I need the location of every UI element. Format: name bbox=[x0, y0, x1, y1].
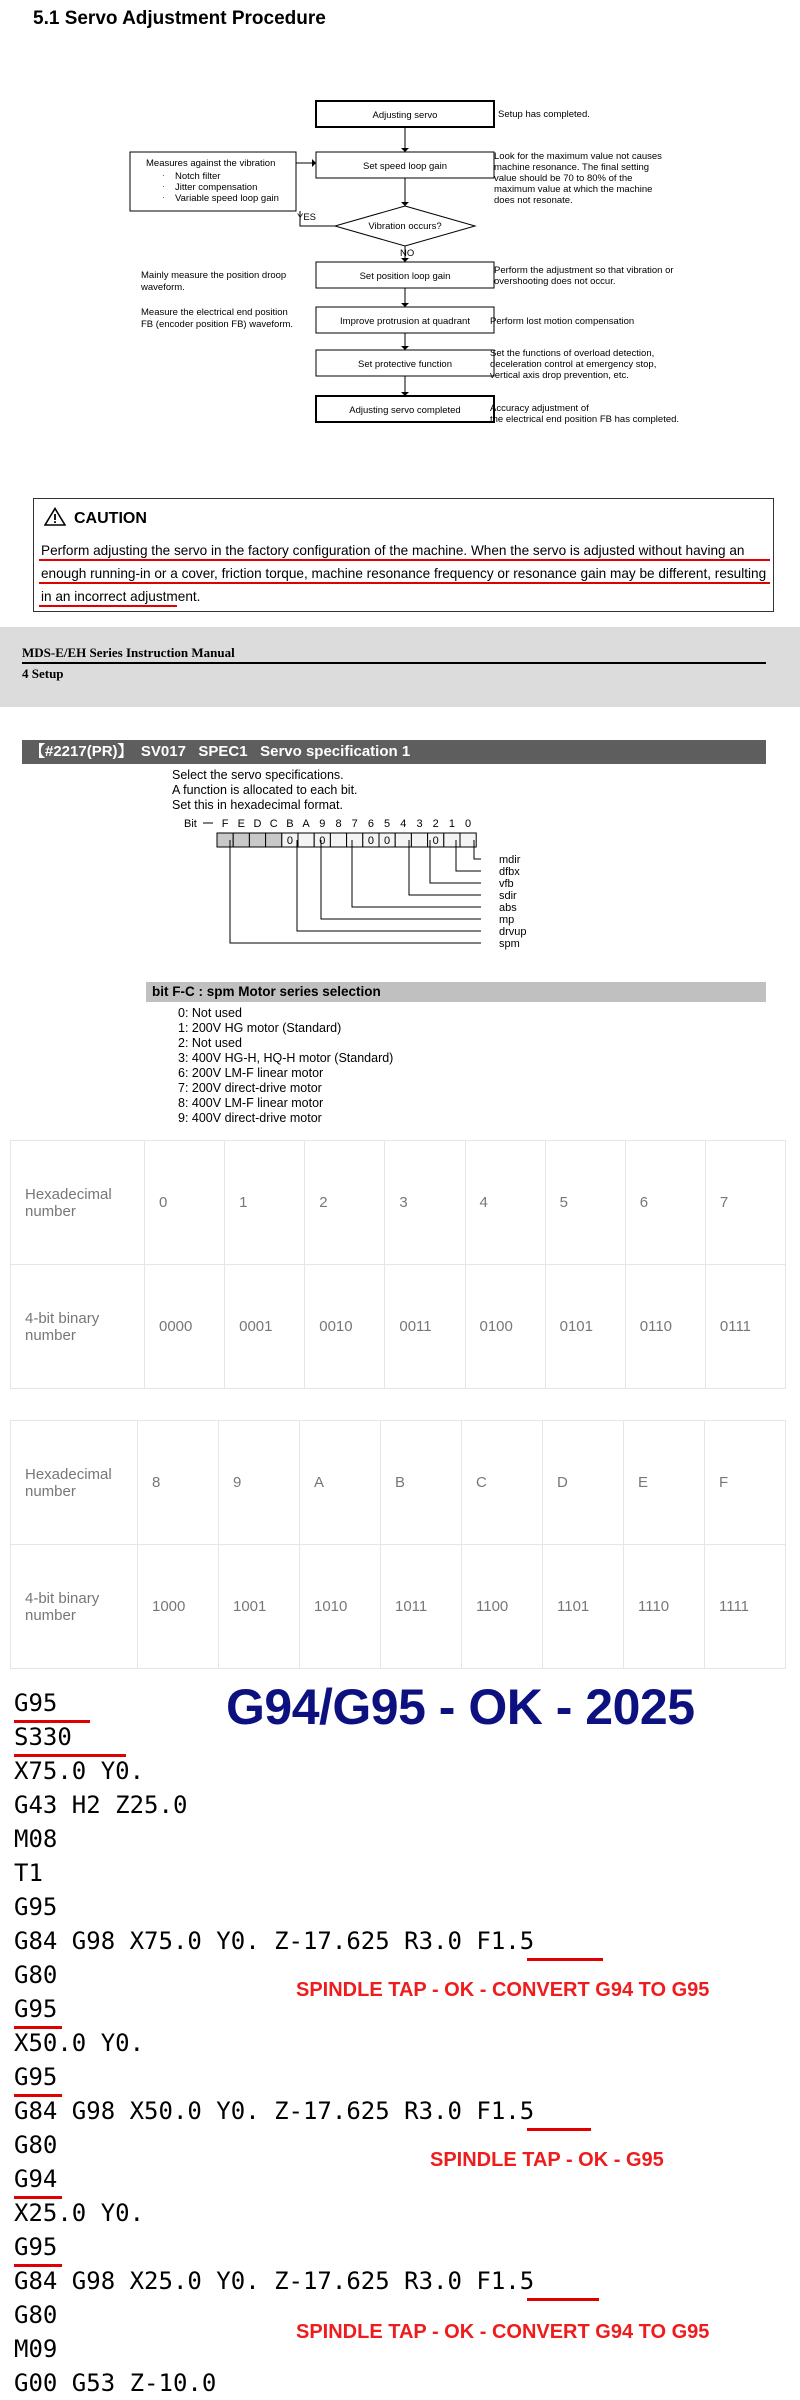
gcode-line: G95 bbox=[14, 2063, 58, 2091]
table-cell: 1100 bbox=[462, 1545, 543, 1669]
flow-right-note: Perform the adjustment so that vibration or bbox=[494, 265, 674, 276]
flow-no-label: NO bbox=[400, 248, 415, 259]
bit-name-label: dfbx bbox=[499, 866, 520, 878]
bit-number-label: C bbox=[269, 818, 278, 830]
gcode-line: T1 bbox=[14, 1859, 43, 1887]
bit-number-label: 4 bbox=[400, 818, 407, 830]
motor-series-item: 8: 400V LM-F linear motor bbox=[178, 1096, 324, 1110]
gcode-line: G84 G98 X25.0 Y0. Z-17.625 R3.0 F1.5 bbox=[14, 2267, 535, 2295]
code-underline bbox=[527, 1958, 603, 1961]
bit-number-label: B bbox=[286, 818, 294, 830]
code-underline bbox=[14, 1720, 90, 1723]
table-cell: 0110 bbox=[625, 1265, 705, 1389]
flow-right-note: value should be 70 to 80% of the bbox=[494, 173, 633, 184]
gcode-line: G80 bbox=[14, 2131, 58, 2159]
bullet-dot: · bbox=[162, 192, 166, 203]
gcode-line: X75.0 Y0. bbox=[14, 1757, 145, 1785]
bit-label: Bit bbox=[184, 818, 197, 830]
vibration-measures-title: Measures against the vibration bbox=[146, 158, 276, 169]
parameter-header: 【#2217(PR)】 SV017 SPEC1 Servo specification 1 bbox=[22, 740, 766, 764]
bit-name-label: drvup bbox=[499, 926, 527, 938]
caution-underline bbox=[39, 605, 177, 607]
table-cell: 1010 bbox=[300, 1545, 381, 1669]
flow-right-note: Setup has completed. bbox=[498, 109, 590, 120]
table-row-header: Hexadecimal number bbox=[11, 1421, 138, 1545]
flow-right-note: the electrical end position FB has completed. bbox=[490, 414, 680, 425]
gcode-line: G95 bbox=[14, 1893, 58, 1921]
bit-name-label: mdir bbox=[499, 854, 521, 866]
table-cell: 1011 bbox=[381, 1545, 462, 1669]
code-underline bbox=[527, 2298, 599, 2301]
bullet-dot: · bbox=[162, 181, 166, 192]
bit-name-label: sdir bbox=[499, 890, 517, 902]
gcode-line: M08 bbox=[14, 1825, 58, 1853]
table-cell: 0111 bbox=[705, 1265, 785, 1389]
bit-number-label: 5 bbox=[384, 818, 391, 830]
flow-right-note: does not resonate. bbox=[494, 195, 573, 206]
table-cell: 1110 bbox=[624, 1545, 705, 1669]
table-cell: B bbox=[381, 1421, 462, 1545]
table-cell: 0100 bbox=[465, 1265, 545, 1389]
bit-cell bbox=[298, 833, 314, 847]
gcode-line: G84 G98 X50.0 Y0. Z-17.625 R3.0 F1.5 bbox=[14, 2097, 535, 2125]
bit-cell bbox=[444, 833, 460, 847]
motor-series-item: 0: Not used bbox=[178, 1006, 242, 1020]
gcode-annotation: SPINDLE TAP - OK - G95 bbox=[430, 2149, 664, 2171]
table-cell: 0000 bbox=[145, 1265, 225, 1389]
flow-right-note: deceleration control at emergency stop, bbox=[490, 359, 657, 370]
gcode-line: M09 bbox=[14, 2335, 58, 2363]
gcode-line: X25.0 Y0. bbox=[14, 2199, 145, 2227]
parameter-description-line: A function is allocated to each bit. bbox=[172, 783, 358, 797]
gcode-banner-title: G94/G95 - OK - 2025 bbox=[226, 1679, 695, 1735]
bit-number-label: 8 bbox=[335, 818, 342, 830]
hex-table-1 bbox=[10, 1140, 786, 1389]
table-cell: 1111 bbox=[705, 1545, 786, 1669]
motor-series-item: 1: 200V HG motor (Standard) bbox=[178, 1021, 342, 1035]
caution-box bbox=[33, 498, 774, 612]
bit-number-label: 0 bbox=[465, 818, 472, 830]
table-row bbox=[11, 1545, 786, 1669]
flow-right-note: machine resonance. The final setting bbox=[494, 162, 650, 173]
parameter-description-line: Set this in hexadecimal format. bbox=[172, 798, 343, 812]
table-cell: 0001 bbox=[225, 1265, 305, 1389]
gcode-line: G00 G53 Z-10.0 bbox=[14, 2369, 217, 2397]
table-cell: 1 bbox=[225, 1141, 305, 1265]
manual-header-band bbox=[0, 627, 800, 707]
gcode-line: G84 G98 X75.0 Y0. Z-17.625 R3.0 F1.5 bbox=[14, 1927, 535, 1955]
table-cell: C bbox=[462, 1421, 543, 1545]
bit-cell-value: 0 bbox=[286, 835, 293, 847]
table-cell: 8 bbox=[138, 1421, 219, 1545]
bit-cell-value: 0 bbox=[319, 835, 326, 847]
bit-fc-header: bit F-C : spm Motor series selection bbox=[146, 982, 766, 1002]
bullet-dot: · bbox=[162, 170, 166, 181]
warning-triangle-icon bbox=[44, 507, 66, 531]
section-title: 5.1 Servo Adjustment Procedure bbox=[33, 8, 326, 29]
table-cell: A bbox=[300, 1421, 381, 1545]
flow-box-label: Set protective function bbox=[358, 359, 452, 370]
flow-left-note: waveform. bbox=[141, 282, 185, 293]
bit-cell bbox=[266, 833, 282, 847]
bit-cell bbox=[217, 833, 233, 847]
servo-flowchart bbox=[0, 0, 800, 460]
vibration-measure-item: Jitter compensation bbox=[175, 182, 258, 193]
motor-series-item: 3: 400V HG-H, HQ-H motor (Standard) bbox=[178, 1051, 394, 1065]
flow-right-note: maximum value at which the machine bbox=[494, 184, 653, 195]
bit-cell-value: 0 bbox=[432, 835, 439, 847]
manual-title: MDS-E/EH Series Instruction Manual bbox=[22, 645, 235, 660]
caution-heading-text: CAUTION bbox=[74, 510, 147, 527]
manual-chapter: 4 Setup bbox=[22, 666, 64, 681]
table-cell: 1000 bbox=[138, 1545, 219, 1669]
flow-left-note: Mainly measure the position droop bbox=[141, 270, 287, 281]
manual-header-rule bbox=[22, 662, 766, 664]
flow-right-note: Set the functions of overload detection, bbox=[490, 348, 655, 359]
flow-left-note: Measure the electrical end position bbox=[141, 307, 288, 318]
motor-series-item: 9: 400V direct-drive motor bbox=[178, 1111, 322, 1125]
flow-box-label: Adjusting servo bbox=[372, 110, 438, 121]
table-cell: 2 bbox=[305, 1141, 385, 1265]
gcode-line: G80 bbox=[14, 2301, 58, 2329]
flow-left-note: FB (encoder position FB) waveform. bbox=[141, 319, 294, 330]
gcode-line: G43 H2 Z25.0 bbox=[14, 1791, 188, 1819]
bit-name-label: abs bbox=[499, 902, 517, 914]
motor-series-item: 2: Not used bbox=[178, 1036, 242, 1050]
gcode-line: S330 bbox=[14, 1723, 72, 1751]
code-underline bbox=[14, 2264, 62, 2267]
gcode-line: G95 bbox=[14, 2233, 58, 2261]
flow-decision-label: Vibration occurs? bbox=[368, 221, 442, 232]
gcode-line: G94 bbox=[14, 2165, 58, 2193]
parameter-description-line: Select the servo specifications. bbox=[172, 768, 344, 782]
code-underline bbox=[14, 1754, 126, 1757]
bit-number-label: 7 bbox=[351, 818, 358, 830]
table-cell: 0 bbox=[145, 1141, 225, 1265]
code-underline bbox=[14, 2094, 62, 2097]
gcode-annotation: SPINDLE TAP - OK - CONVERT G94 TO G95 bbox=[296, 1979, 710, 2001]
bit-number-label: E bbox=[237, 818, 245, 830]
bit-name-label: mp bbox=[499, 914, 515, 926]
table-cell: 5 bbox=[545, 1141, 625, 1265]
gcode-line: G95 bbox=[14, 1995, 58, 2023]
bit-cell bbox=[330, 833, 346, 847]
table-cell: 0101 bbox=[545, 1265, 625, 1389]
gcode-line: X50.0 Y0. bbox=[14, 2029, 145, 2057]
bit-cell bbox=[347, 833, 363, 847]
gcode-line: G80 bbox=[14, 1961, 58, 1989]
bit-cell bbox=[411, 833, 427, 847]
gcode-annotation: SPINDLE TAP - OK - CONVERT G94 TO G95 bbox=[296, 2321, 710, 2343]
table-row bbox=[11, 1421, 786, 1545]
bit-number-label: D bbox=[253, 818, 262, 830]
motor-series-item: 6: 200V LM-F linear motor bbox=[178, 1066, 324, 1080]
table-cell: E bbox=[624, 1421, 705, 1545]
table-cell: F bbox=[705, 1421, 786, 1545]
table-cell: 6 bbox=[625, 1141, 705, 1265]
bit-number-label: 6 bbox=[367, 818, 374, 830]
bit-name-label: vfb bbox=[499, 878, 514, 890]
flow-box-label: Set speed loop gain bbox=[363, 161, 447, 172]
caution-underline bbox=[39, 582, 770, 584]
vibration-measure-item: Notch filter bbox=[175, 171, 221, 182]
flow-right-note: Accuracy adjustment of bbox=[490, 403, 589, 414]
flow-box-label: Improve protrusion at quadrant bbox=[340, 316, 470, 327]
bit-cell-value: 0 bbox=[384, 835, 391, 847]
bit-number-label: F bbox=[221, 818, 229, 830]
motor-series-item: 7: 200V direct-drive motor bbox=[178, 1081, 322, 1095]
table-cell: 0011 bbox=[385, 1265, 465, 1389]
table-cell: 1101 bbox=[543, 1545, 624, 1669]
table-cell: 0010 bbox=[305, 1265, 385, 1389]
bit-number-label: 9 bbox=[319, 818, 326, 830]
flow-right-note: Look for the maximum value not causes bbox=[494, 151, 662, 162]
table-row-header: 4-bit binary number bbox=[11, 1545, 138, 1669]
flow-right-note: Perform lost motion compensation bbox=[490, 316, 635, 327]
bit-number-label: 2 bbox=[432, 818, 439, 830]
table-cell: 1001 bbox=[219, 1545, 300, 1669]
motor-series-list bbox=[178, 1006, 393, 1126]
code-underline bbox=[14, 2026, 62, 2029]
flow-box-label: Adjusting servo completed bbox=[349, 405, 461, 416]
table-row-header: Hexadecimal number bbox=[11, 1141, 145, 1265]
flow-box-label: Set position loop gain bbox=[359, 271, 451, 282]
bit-cell bbox=[249, 833, 265, 847]
flow-right-note: vertical axis drop prevention, etc. bbox=[490, 370, 629, 381]
code-underline bbox=[527, 2128, 591, 2131]
caution-underline bbox=[39, 559, 770, 561]
flow-yes-label: YES bbox=[297, 212, 317, 223]
gcode-line: G95 bbox=[14, 1689, 58, 1717]
table-cell: 4 bbox=[465, 1141, 545, 1265]
bit-number-label: A bbox=[302, 818, 310, 830]
table-cell: 9 bbox=[219, 1421, 300, 1545]
table-cell: 7 bbox=[705, 1141, 785, 1265]
parameter-description bbox=[172, 768, 358, 813]
bit-name-label: spm bbox=[499, 938, 520, 950]
vibration-measure-item: Variable speed loop gain bbox=[175, 193, 279, 204]
table-cell: D bbox=[543, 1421, 624, 1545]
bit-cell-value: 0 bbox=[367, 835, 374, 847]
table-row bbox=[11, 1141, 786, 1265]
bit-number-label: 1 bbox=[448, 818, 455, 830]
table-cell: 3 bbox=[385, 1141, 465, 1265]
bit-cell bbox=[233, 833, 249, 847]
table-row-header: 4-bit binary number bbox=[11, 1265, 145, 1389]
caution-heading bbox=[44, 507, 147, 531]
hex-table-2 bbox=[10, 1420, 786, 1669]
code-underline bbox=[14, 2196, 62, 2199]
bit-layout-diagram bbox=[0, 812, 800, 980]
table-row bbox=[11, 1265, 786, 1389]
caution-text: Perform adjusting the servo in the factory configuration of the machine. When the servo is adjusted without having an enough running-in or a cover, friction torque, machine resonance frequency or resonance gain may be different, resulting in an incorrect adjustment. bbox=[41, 543, 767, 604]
flow-right-note: overshooting does not occur. bbox=[494, 276, 616, 287]
bit-number-label: 3 bbox=[416, 818, 423, 830]
